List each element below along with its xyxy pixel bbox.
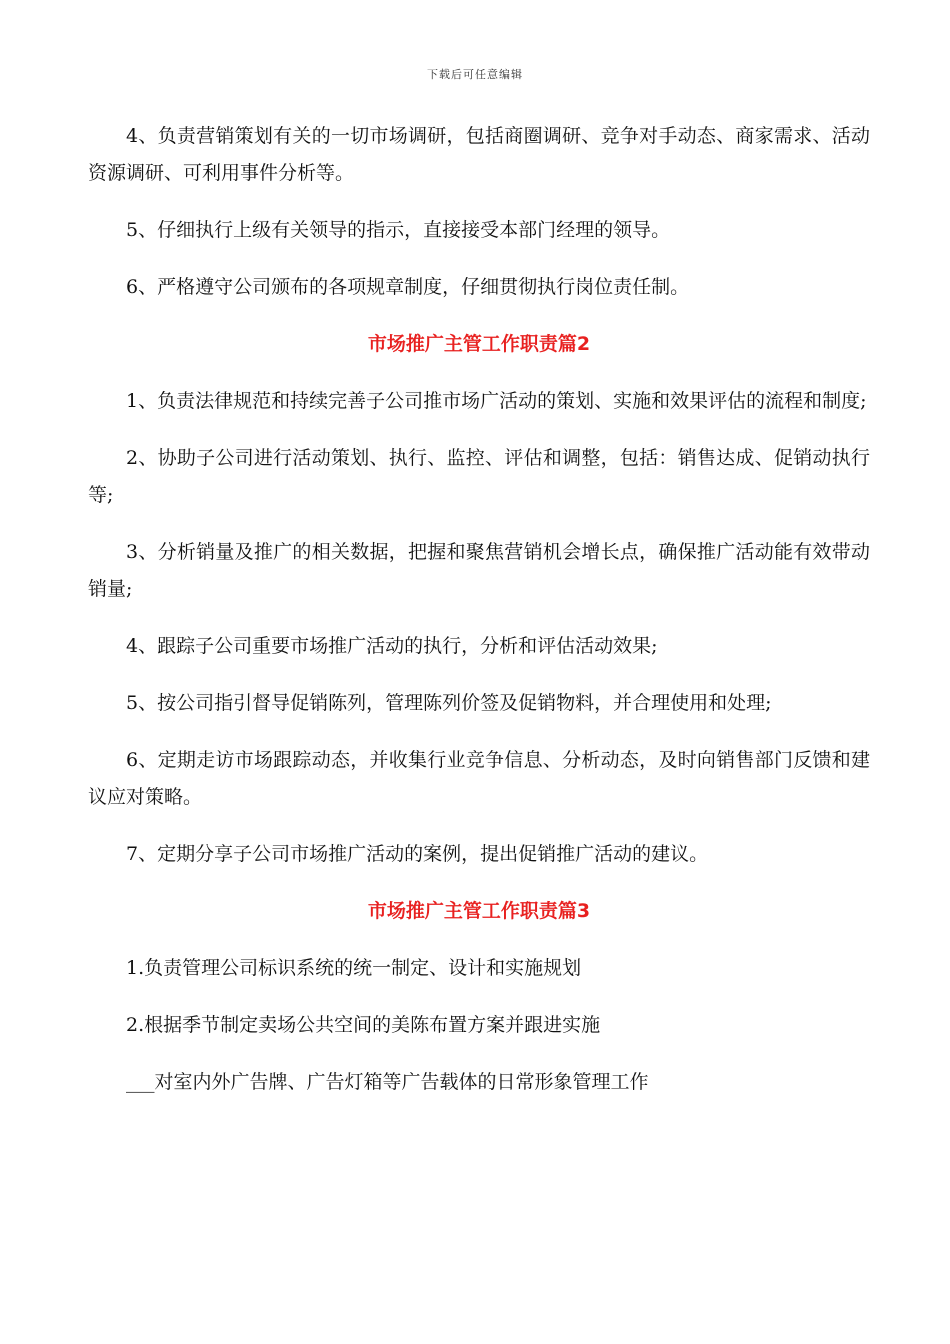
paragraph: 4、跟踪子公司重要市场推广活动的执行，分析和评估活动效果; [126, 635, 658, 657]
paragraph: 7、定期分享子公司市场推广活动的案例，提出促销推广活动的建议。 [126, 843, 709, 865]
section-heading: 市场推广主管工作职责篇3 [367, 900, 591, 922]
page-header-note: 下载后可任意编辑 [427, 68, 523, 81]
paragraph: 6、定期走访市场跟踪动态，并收集行业竞争信息、分析动态，及时向销售部门反馈和建议应对策略。 [88, 749, 870, 808]
paragraph: ___对室内外广告牌、广告灯箱等广告载体的日常形象管理工作 [126, 1071, 649, 1093]
document-body [88, 118, 870, 1121]
paragraph: 2、协助子公司进行活动策划、执行、监控、评估和调整，包括：销售达成、促销动执行等; [88, 447, 870, 506]
paragraph: 1、负责法律规范和持续完善子公司推市场广活动的策划、实施和效果评估的流程和制度; [126, 390, 867, 412]
paragraph: 1.负责管理公司标识系统的统一制定、设计和实施规划 [126, 957, 582, 979]
paragraph: 6、严格遵守公司颁布的各项规章制度，仔细贯彻执行岗位责任制。 [126, 276, 690, 298]
paragraph: 3、分析销量及推广的相关数据，把握和聚焦营销机会增长点，确保推广活动能有效带动销量; [88, 541, 870, 600]
paragraph: 5、按公司指引督导促销陈列，管理陈列价签及促销物料，并合理使用和处理; [126, 692, 772, 714]
paragraph: 4、负责营销策划有关的一切市场调研，包括商圈调研、竞争对手动态、商家需求、活动资源调研、可利用事件分析等。 [88, 125, 870, 184]
paragraph: 5、仔细执行上级有关领导的指示，直接接受本部门经理的领导。 [126, 219, 671, 241]
paragraph: 2.根据季节制定卖场公共空间的美陈布置方案并跟进实施 [126, 1014, 601, 1036]
section-heading: 市场推广主管工作职责篇2 [367, 333, 591, 355]
